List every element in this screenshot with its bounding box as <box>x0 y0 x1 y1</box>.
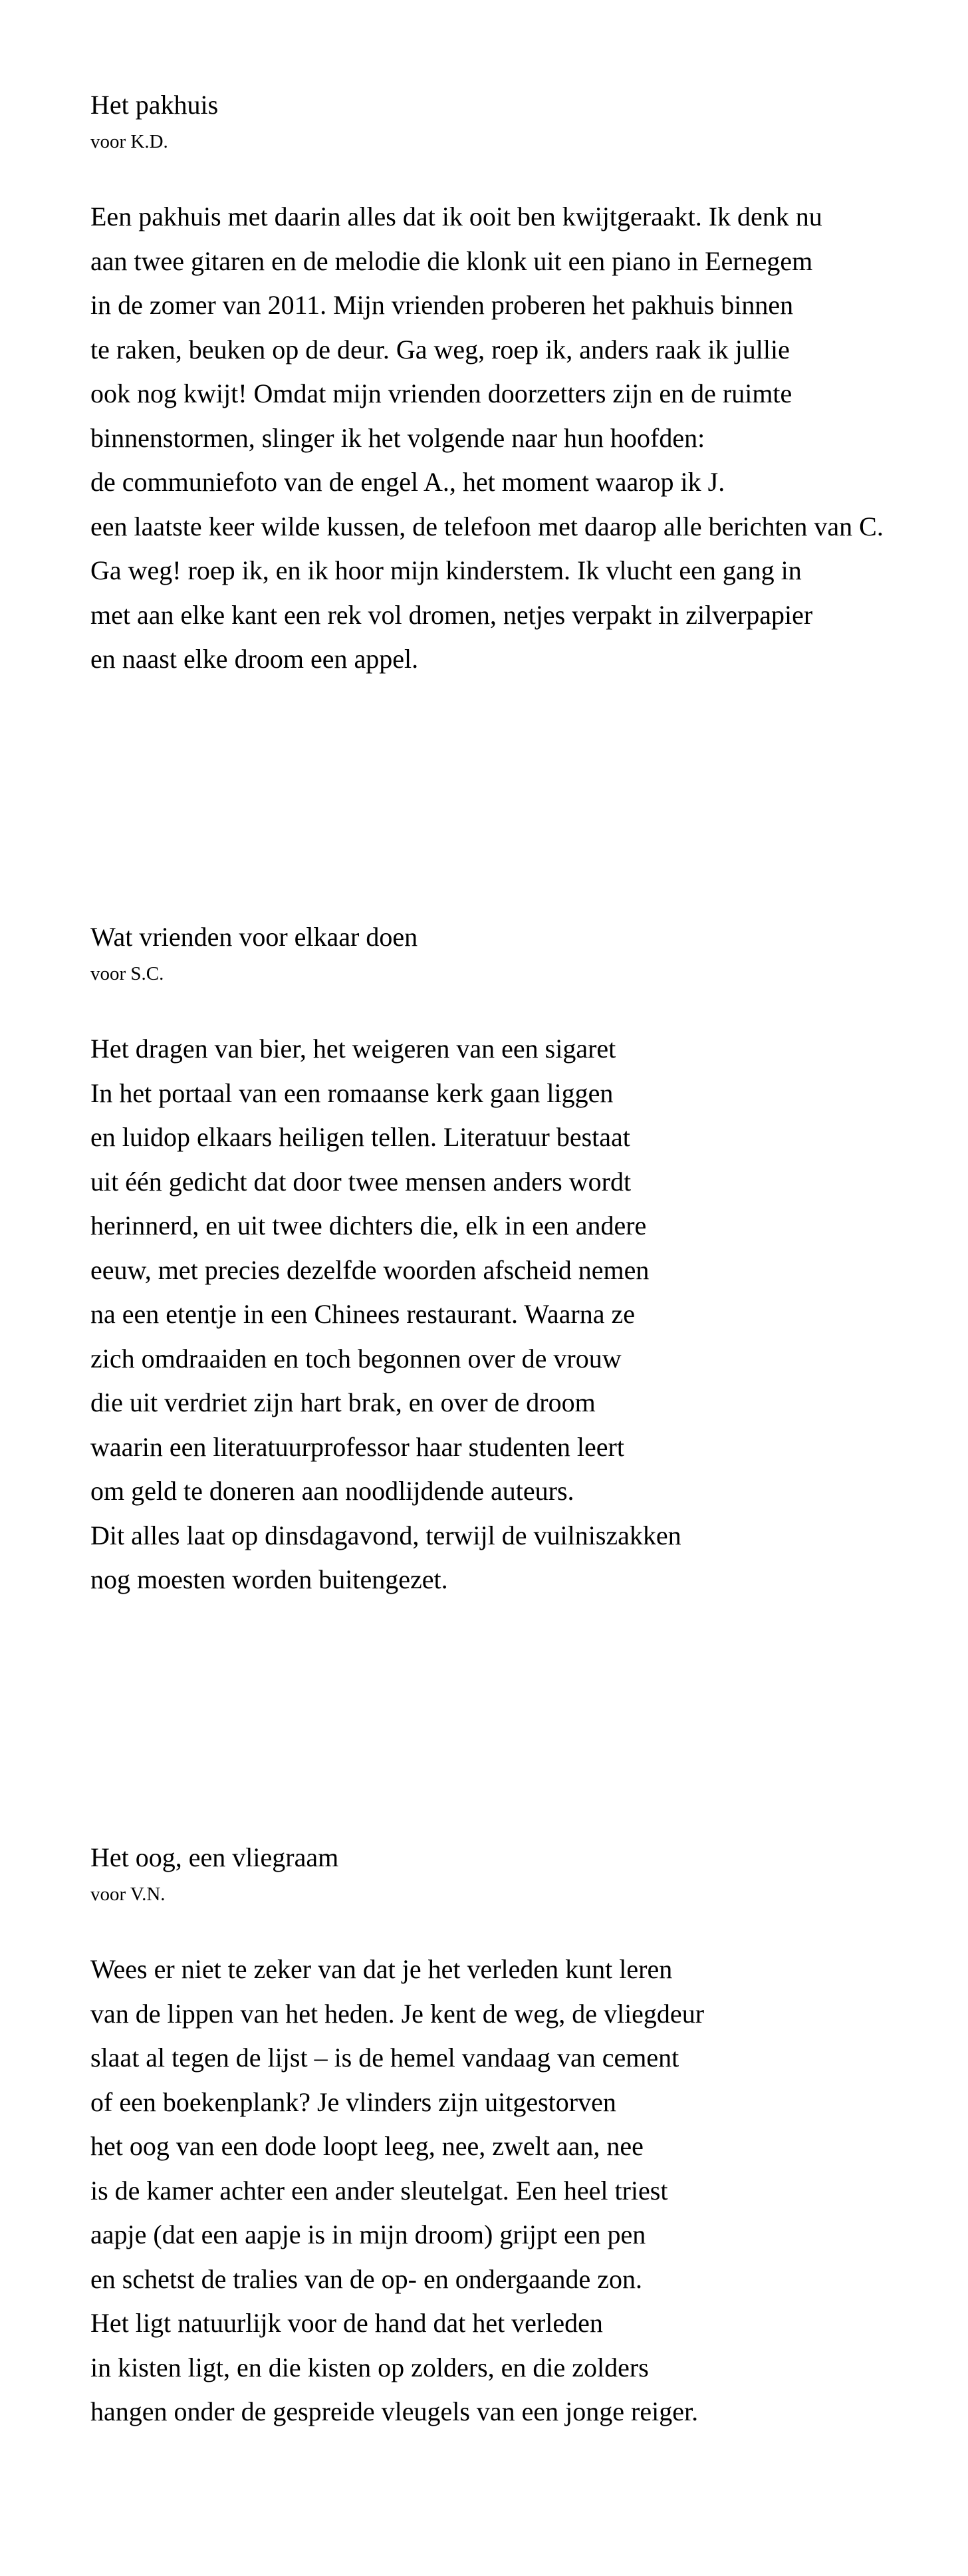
poem-line: binnenstormen, slinger ik het volgende naar hun hoofden: <box>90 422 705 453</box>
poem-title: Wat vrienden voor elkaar doen <box>90 922 418 952</box>
poem-line: na een etentje in een Chinees restaurant. Waarna ze <box>90 1299 635 1329</box>
poem-line: het oog van een dode loopt leeg, nee, zwelt aan, nee <box>90 2131 644 2161</box>
poem-title: Het oog, een vliegraam <box>90 1842 339 1872</box>
poem-dedication: voor V.N. <box>90 1884 166 1905</box>
poem-line: Een pakhuis met daarin alles dat ik ooit ben kwijtgeraakt. Ik denk nu <box>90 202 822 231</box>
poem-line: In het portaal van een romaanse kerk gaan liggen <box>90 1077 614 1108</box>
poem-line: de communiefoto van de engel A., het moment waarop ik J. <box>90 467 725 497</box>
poem-line: uit één gedicht dat door twee mensen anders wordt <box>90 1166 632 1197</box>
poem-line: en naast elke droom een appel. <box>90 644 419 674</box>
poem-line: nog moesten worden buitengezet. <box>90 1564 448 1594</box>
poem-body <box>90 1947 888 2434</box>
poem-body <box>90 195 888 682</box>
poem-het-oog-een-vliegraam <box>90 1841 888 2434</box>
poem-line: een laatste keer wilde kussen, de telefoon met daarop alle berichten van C. <box>90 511 884 541</box>
poem-dedication: voor K.D. <box>90 131 168 152</box>
poem-line: te raken, beuken op de deur. Ga weg, roep ik, anders raak ik jullie <box>90 334 790 364</box>
poem-line: Ga weg! roep ik, en ik hoor mijn kinderstem. Ik vlucht een gang in <box>90 555 802 585</box>
poem-het-pakhuis <box>90 88 888 682</box>
poem-line: Het ligt natuurlijk voor de hand dat het verleden <box>90 2308 603 2338</box>
poem-line: eeuw, met precies dezelfde woorden afscheid nemen <box>90 1254 650 1285</box>
poem-line: herinnerd, en uit twee dichters die, elk in een andere <box>90 1211 647 1240</box>
poem-line: aan twee gitaren en de melodie die klonk uit een piano in Eernegem <box>90 245 813 276</box>
poem-line: van de lippen van het heden. Je kent de weg, de vliegdeur <box>90 1998 705 2029</box>
poem-title: Het pakhuis <box>90 90 219 120</box>
poem-wat-vrienden-voor-elkaar-doen <box>90 921 888 1602</box>
poem-line: in de zomer van 2011. Mijn vrienden proberen het pakhuis binnen <box>90 290 794 320</box>
poem-line: en schetst de tralies van de op- en ondergaande zon. <box>90 2263 643 2294</box>
poem-line: Wees er niet te zeker van dat je het verleden kunt leren <box>90 1954 673 1984</box>
poem-line: ook nog kwijt! Omdat mijn vrienden doorzetters zijn en de ruimte <box>90 378 792 408</box>
poem-line: die uit verdriet zijn hart brak, en over de droom <box>90 1387 596 1417</box>
poem-line: is de kamer achter een ander sleutelgat. Een heel triest <box>90 2175 668 2206</box>
poem-line: om geld te doneren aan noodlijdende auteurs. <box>90 1476 574 1506</box>
poem-body <box>90 1027 888 1602</box>
poem-line: hangen onder de gespreide vleugels van een jonge reiger. <box>90 2396 699 2426</box>
poem-line: en luidop elkaars heiligen tellen. Literatuur bestaat <box>90 1122 630 1152</box>
poem-line: in kisten ligt, en die kisten op zolders, en die zolders <box>90 2352 649 2382</box>
poem-line: waarin een literatuurprofessor haar studenten leert <box>90 1431 624 1462</box>
poem-dedication: voor S.C. <box>90 963 164 984</box>
poem-line: aapje (dat een aapje is in mijn droom) grijpt een pen <box>90 2219 646 2249</box>
poem-line: met aan elke kant een rek vol dromen, netjes verpakt in zilverpapier <box>90 599 813 630</box>
poem-line: Dit alles laat op dinsdagavond, terwijl de vuilniszakken <box>90 1520 681 1550</box>
poem-line: zich omdraaiden en toch begonnen over de vrouw <box>90 1343 622 1373</box>
poem-line: of een boekenplank? Je vlinders zijn uitgestorven <box>90 2086 616 2117</box>
poem-line: Het dragen van bier, het weigeren van een sigaret <box>90 1034 616 1064</box>
poem-line: slaat al tegen de lijst – is de hemel vandaag van cement <box>90 2043 679 2073</box>
